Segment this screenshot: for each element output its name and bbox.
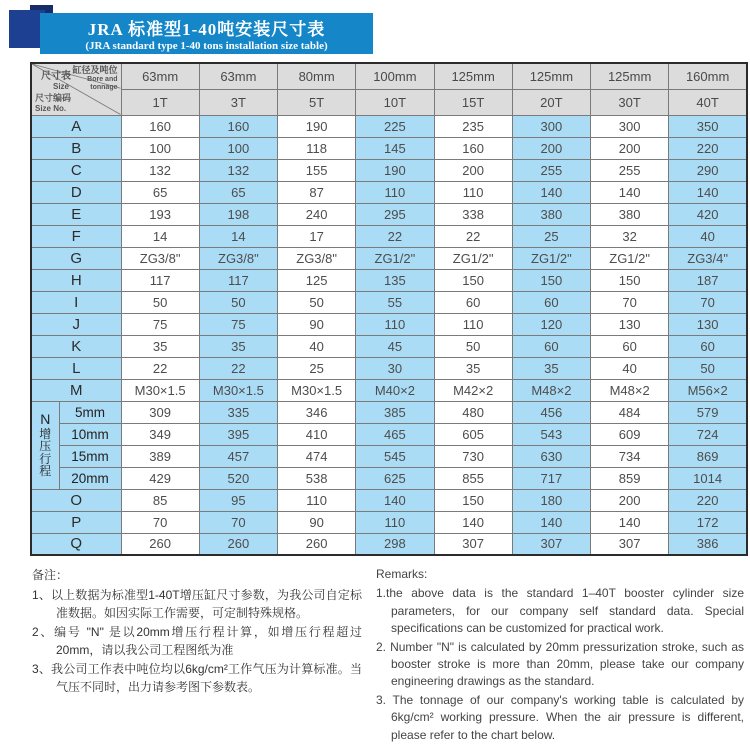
table-cell: 456: [512, 401, 590, 423]
table-cell: 155: [278, 159, 356, 181]
table-cell: M48×2: [591, 379, 669, 401]
table-cell: 140: [669, 181, 747, 203]
table-cell: 538: [278, 467, 356, 489]
note-item: 1.the above data is the standard 1–40T booster cylinder size parameters, for our company self standard data. Special specifications can be customized for practical work.: [376, 586, 744, 636]
table-cell: 87: [278, 181, 356, 203]
row-label: G: [31, 247, 121, 269]
table-cell: 465: [356, 423, 434, 445]
title-banner: [40, 13, 373, 54]
bore-header: 100mm: [356, 63, 434, 89]
table-cell: 457: [199, 445, 277, 467]
table-cell: 22: [434, 225, 512, 247]
table-cell: 180: [512, 489, 590, 511]
table-cell: 70: [121, 511, 199, 533]
table-cell: 193: [121, 203, 199, 225]
table-cell: ZG3/8": [199, 247, 277, 269]
tonnage-header: 40T: [669, 89, 747, 115]
table-cell: 307: [434, 533, 512, 555]
table-cell: 630: [512, 445, 590, 467]
table-cell: 346: [278, 401, 356, 423]
table-cell: 85: [121, 489, 199, 511]
table-cell: 118: [278, 137, 356, 159]
table-cell: 17: [278, 225, 356, 247]
tonnage-header: 20T: [512, 89, 590, 115]
bore-header: 63mm: [199, 63, 277, 89]
table-row: [31, 467, 747, 489]
table-cell: 35: [512, 357, 590, 379]
table-cell: 140: [512, 511, 590, 533]
stroke-sublabel: 15mm: [59, 445, 121, 467]
tonnage-header: 3T: [199, 89, 277, 115]
table-cell: 260: [278, 533, 356, 555]
table-row: [31, 379, 747, 401]
table-cell: 545: [356, 445, 434, 467]
notes-en-list: [376, 585, 744, 744]
table-cell: 140: [434, 511, 512, 533]
table-cell: 60: [591, 335, 669, 357]
table-cell: 338: [434, 203, 512, 225]
table-cell: 730: [434, 445, 512, 467]
row-label: F: [31, 225, 121, 247]
row-label: P: [31, 511, 121, 533]
table-row: [31, 489, 747, 511]
corner-sizeno-label-cn: 尺寸编码: [35, 93, 72, 103]
note-item: 3、我公司工作表中吨位均以6kg/cm²工作气压为计算标准。当气压不同时，出力请参考图下参数表。: [32, 662, 362, 694]
table-cell: 172: [669, 511, 747, 533]
row-label: B: [31, 137, 121, 159]
tonnage-header-row: [31, 89, 747, 115]
table-head: [31, 63, 747, 115]
table-cell: 65: [121, 181, 199, 203]
table-cell: 260: [121, 533, 199, 555]
table-row: [31, 511, 747, 533]
table-cell: 125: [278, 269, 356, 291]
row-label: I: [31, 291, 121, 313]
table-cell: 190: [278, 115, 356, 137]
table-cell: M30×1.5: [121, 379, 199, 401]
table-cell: 386: [669, 533, 747, 555]
table-cell: 135: [356, 269, 434, 291]
row-label: K: [31, 335, 121, 357]
table-row: [31, 269, 747, 291]
n-stroke-char: 程: [39, 464, 52, 479]
row-label: A: [31, 115, 121, 137]
notes-cn-heading: 备注：: [32, 568, 69, 582]
table-cell: 385: [356, 401, 434, 423]
corner-sizeno-label-en: Size No.: [35, 104, 67, 113]
table-cell: 307: [512, 533, 590, 555]
table-cell: 140: [591, 181, 669, 203]
table-cell: 150: [434, 269, 512, 291]
table-cell: ZG1/2": [591, 247, 669, 269]
notes-en-heading: Remarks:: [376, 567, 428, 581]
table-cell: 130: [669, 313, 747, 335]
table-row: [31, 357, 747, 379]
stroke-sublabel: 10mm: [59, 423, 121, 445]
table-cell: 255: [591, 159, 669, 181]
table-cell: 1014: [669, 467, 747, 489]
table-cell: 110: [434, 181, 512, 203]
table-cell: 50: [278, 291, 356, 313]
table-cell: 90: [278, 511, 356, 533]
table-row: [31, 181, 747, 203]
table-cell: 110: [356, 313, 434, 335]
table-cell: 145: [356, 137, 434, 159]
table-cell: 869: [669, 445, 747, 467]
note-item: 2. Number "N" is calculated by 20mm pressurization stroke, such as booster stroke is more than 20mm, please take our company engineering drawings as the standard.: [376, 639, 744, 689]
table-cell: 70: [669, 291, 747, 313]
notes-section: [32, 566, 748, 745]
table-cell: 50: [434, 335, 512, 357]
bore-header: 125mm: [512, 63, 590, 89]
table-cell: 90: [278, 313, 356, 335]
table-cell: ZG3/8": [278, 247, 356, 269]
table-cell: 307: [591, 533, 669, 555]
table-cell: 65: [199, 181, 277, 203]
n-stroke-char: 行: [39, 451, 52, 466]
table-cell: 110: [434, 313, 512, 335]
row-label: N: [40, 410, 51, 427]
n-stroke-label: [31, 401, 59, 489]
bore-header-row: [31, 63, 747, 89]
table-row: [31, 533, 747, 555]
table-cell: 235: [434, 115, 512, 137]
n-stroke-char: 压: [39, 439, 52, 454]
table-cell: 75: [199, 313, 277, 335]
table-cell: 110: [356, 511, 434, 533]
row-label: M: [31, 379, 121, 401]
table-cell: 395: [199, 423, 277, 445]
table-cell: 100: [199, 137, 277, 159]
table-cell: 300: [512, 115, 590, 137]
bore-header: 125mm: [434, 63, 512, 89]
row-label: O: [31, 489, 121, 511]
page-title: JRA 标准型1-40吨安装尺寸表: [87, 20, 326, 39]
table-cell: 480: [434, 401, 512, 423]
table-cell: 50: [121, 291, 199, 313]
tonnage-header: 10T: [356, 89, 434, 115]
table-cell: 22: [121, 357, 199, 379]
table-cell: 132: [121, 159, 199, 181]
tonnage-header: 30T: [591, 89, 669, 115]
table-row: [31, 159, 747, 181]
corner-size-label-cn: 尺寸表: [41, 71, 71, 82]
table-row: [31, 423, 747, 445]
row-label: H: [31, 269, 121, 291]
table-cell: 14: [121, 225, 199, 247]
table-cell: ZG1/2": [434, 247, 512, 269]
table-cell: 75: [121, 313, 199, 335]
table-cell: 60: [669, 335, 747, 357]
table-cell: 474: [278, 445, 356, 467]
table-cell: 484: [591, 401, 669, 423]
table-cell: 150: [591, 269, 669, 291]
tonnage-header: 5T: [278, 89, 356, 115]
table-cell: 140: [512, 181, 590, 203]
table-cell: 520: [199, 467, 277, 489]
table-cell: 160: [434, 137, 512, 159]
table-cell: 200: [512, 137, 590, 159]
table-cell: 25: [512, 225, 590, 247]
corner-cell: [31, 63, 121, 115]
table-cell: 110: [356, 181, 434, 203]
table-cell: 40: [591, 357, 669, 379]
table-cell: 22: [199, 357, 277, 379]
table-cell: 160: [199, 115, 277, 137]
table-cell: 349: [121, 423, 199, 445]
table-cell: 350: [669, 115, 747, 137]
table-cell: ZG3/4": [669, 247, 747, 269]
table-cell: 380: [591, 203, 669, 225]
table-cell: 290: [669, 159, 747, 181]
table-row: [31, 401, 747, 423]
table-cell: 130: [591, 313, 669, 335]
table-row: [31, 137, 747, 159]
table-cell: 734: [591, 445, 669, 467]
table-cell: M30×1.5: [278, 379, 356, 401]
table-cell: 132: [199, 159, 277, 181]
table-cell: 389: [121, 445, 199, 467]
table-cell: 190: [356, 159, 434, 181]
table-cell: 70: [591, 291, 669, 313]
table-cell: 120: [512, 313, 590, 335]
table-cell: 543: [512, 423, 590, 445]
table-cell: M56×2: [669, 379, 747, 401]
table-cell: 605: [434, 423, 512, 445]
table-row: [31, 247, 747, 269]
table-cell: 55: [356, 291, 434, 313]
table-cell: M30×1.5: [199, 379, 277, 401]
tonnage-header: 1T: [121, 89, 199, 115]
table-row: [31, 445, 747, 467]
notes-chinese: [32, 566, 362, 745]
table-row: [31, 313, 747, 335]
table-cell: 40: [669, 225, 747, 247]
table-cell: 60: [512, 291, 590, 313]
table-cell: 255: [512, 159, 590, 181]
table-cell: 35: [199, 335, 277, 357]
stroke-sublabel: 5mm: [59, 401, 121, 423]
table-row: [31, 335, 747, 357]
table-cell: 45: [356, 335, 434, 357]
tonnage-header: 15T: [434, 89, 512, 115]
table-cell: 225: [356, 115, 434, 137]
corner-size-label-en: Size: [53, 82, 70, 91]
row-label: J: [31, 313, 121, 335]
table-cell: 150: [512, 269, 590, 291]
table-cell: 160: [121, 115, 199, 137]
table-cell: 40: [278, 335, 356, 357]
table-cell: 70: [199, 511, 277, 533]
table-cell: 110: [278, 489, 356, 511]
table-cell: 60: [512, 335, 590, 357]
note-item: 3. The tonnage of our company's working table is calculated by 6kg/cm² working pressure. When the air pressure is different, please refer to the chart below.: [376, 692, 744, 742]
corner-bore-label-cn: 缸径及吨位: [72, 65, 118, 75]
table-cell: 200: [591, 489, 669, 511]
table-cell: 32: [591, 225, 669, 247]
table-cell: 14: [199, 225, 277, 247]
table-cell: ZG1/2": [356, 247, 434, 269]
table-cell: 380: [512, 203, 590, 225]
table-cell: 140: [356, 489, 434, 511]
stroke-sublabel: 20mm: [59, 467, 121, 489]
table-cell: 609: [591, 423, 669, 445]
table-cell: 420: [669, 203, 747, 225]
table-cell: M48×2: [512, 379, 590, 401]
table-cell: 300: [591, 115, 669, 137]
table-cell: 410: [278, 423, 356, 445]
table-cell: 198: [199, 203, 277, 225]
table-cell: 117: [121, 269, 199, 291]
table-cell: 100: [121, 137, 199, 159]
table-body: [31, 115, 747, 555]
table-cell: 117: [199, 269, 277, 291]
table-cell: M40×2: [356, 379, 434, 401]
row-label: Q: [31, 533, 121, 555]
table-cell: 335: [199, 401, 277, 423]
table-cell: 717: [512, 467, 590, 489]
bore-header: 125mm: [591, 63, 669, 89]
table-cell: 200: [434, 159, 512, 181]
table-cell: 220: [669, 489, 747, 511]
header: [0, 0, 750, 62]
table-cell: 724: [669, 423, 747, 445]
n-stroke-char: 增: [39, 426, 52, 441]
table-cell: 200: [591, 137, 669, 159]
row-label: D: [31, 181, 121, 203]
page-subtitle: (JRA standard type 1-40 tons installation size table): [85, 40, 328, 52]
table-cell: 60: [434, 291, 512, 313]
bore-header: 63mm: [121, 63, 199, 89]
table-cell: 309: [121, 401, 199, 423]
table-cell: 150: [434, 489, 512, 511]
row-label: E: [31, 203, 121, 225]
table-cell: 187: [669, 269, 747, 291]
table-cell: 25: [278, 357, 356, 379]
table-row: [31, 291, 747, 313]
table-row: [31, 203, 747, 225]
table-cell: 50: [199, 291, 277, 313]
table-cell: ZG3/8": [121, 247, 199, 269]
table-cell: 140: [591, 511, 669, 533]
table-cell: M42×2: [434, 379, 512, 401]
table-cell: 298: [356, 533, 434, 555]
corner-bore-label-en: Bore and tonnage: [87, 76, 118, 91]
table-cell: 859: [591, 467, 669, 489]
table-cell: ZG1/2": [512, 247, 590, 269]
table-cell: 30: [356, 357, 434, 379]
installation-size-table: [30, 62, 748, 556]
bore-header: 160mm: [669, 63, 747, 89]
table-cell: 220: [669, 137, 747, 159]
notes-cn-list: [32, 586, 362, 696]
table-cell: 260: [199, 533, 277, 555]
table-row: [31, 115, 747, 137]
table-cell: 35: [121, 335, 199, 357]
table-cell: 855: [434, 467, 512, 489]
row-label: L: [31, 357, 121, 379]
table-cell: 50: [669, 357, 747, 379]
bore-header: 80mm: [278, 63, 356, 89]
table-cell: 95: [199, 489, 277, 511]
row-label: C: [31, 159, 121, 181]
table-cell: 429: [121, 467, 199, 489]
notes-english: [376, 566, 748, 745]
note-item: 1、以上数据为标准型1-40T增压缸尺寸参数，为我公司自定标准数据。如因实际工作需要，可定制特殊规格。: [32, 588, 362, 620]
table-cell: 625: [356, 467, 434, 489]
table-cell: 35: [434, 357, 512, 379]
table-cell: 579: [669, 401, 747, 423]
table-cell: 22: [356, 225, 434, 247]
note-item: 2、编号 "N" 是以20mm增压行程计算，如增压行程超过20mm，请以我公司工程图纸为准: [32, 625, 362, 657]
table-cell: 240: [278, 203, 356, 225]
table-row: [31, 225, 747, 247]
table-cell: 295: [356, 203, 434, 225]
